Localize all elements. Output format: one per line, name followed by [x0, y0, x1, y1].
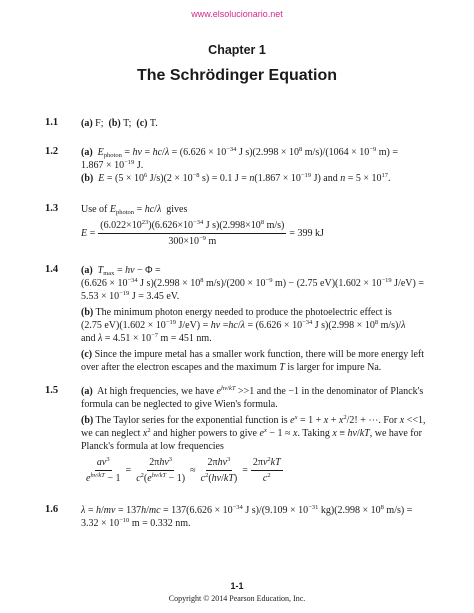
answer-line: Planck's formula at low frequencies: [81, 441, 224, 452]
problem-1-6: [81, 504, 451, 530]
answer-line: Use of $E_{photon} = hc/\lambda$ gives: [81, 204, 188, 216]
problem-1-4: [81, 264, 451, 374]
problem-1-3: [81, 203, 451, 248]
problem-1-1: [81, 117, 451, 130]
answer-line: (a) At high frequencies, we have $e^{h\nu/kT} >>1$ and the −1 in the denominator of Planck's: [81, 385, 424, 397]
chapter-title: The Schrödinger Equation: [136, 67, 337, 84]
problem-number: 1.2: [45, 146, 59, 157]
answer-line: we can neglect $x^2$ and higher powers to give $e^x - 1 \approx x$. Taking x ≡ hν/kT, we have for: [81, 427, 422, 439]
page-number: 1-1: [230, 581, 244, 591]
equation-energy: E = $\frac{(6.022\times 10^{23})(6.626\times 10^{-34} J s)(2.998\times 10^8 m/s)}{300\times 10^{-9} m}$ = 399 kJ: [81, 219, 324, 247]
answer-line: over after the electron escapes and the maximum T is larger for impure Na.: [81, 362, 382, 373]
answer-line: (b) The minimum photon energy needed to produce the photoelectric effect is: [81, 307, 392, 318]
problem-number: 1.3: [45, 203, 59, 214]
answer-line: and $\lambda = 4.51 \times 10^{-7}$ m = 451 nm.: [81, 332, 212, 344]
answer-line: (a) $T_{max} = h\nu - \Phi$ =: [81, 265, 161, 277]
answer-line: (a) $E_{photon} = h\nu = hc/\lambda = (6.626 \times 10^{-34}$ J $s)(2.998 \times 10^8$ $m/s)/(1064 \times 10^{-9}$ m) =: [81, 146, 398, 159]
answer-line: $5.53 \times 10^{-19}$ J = 3.45 eV.: [81, 290, 180, 302]
problem-1-2: [81, 146, 451, 185]
equation-planck: $\frac{a\nu^3}{e^{h\nu/kT} - 1}$ = $\frac{2\pi h\nu^3}{c^2(e^{h\nu/kT} - 1)}$ ≈ $\frac{2\pi h\nu^3}{c^2(h\nu/kT)}$ = $\frac{2\pi\nu^2kT}{c^2}$: [86, 456, 281, 484]
answer-line: (b) The Taylor series for the exponential function is $e^x = 1 + x + x^2/2$! + ⋯. For x <<1,: [81, 414, 426, 426]
copyright-notice: Copyright © 2014 Pearson Education, Inc.: [168, 594, 306, 603]
answer-line: $3.32 \times 10^{-10}$ m = 0.332 nm.: [81, 517, 191, 529]
chapter-label: Chapter 1: [208, 43, 266, 57]
problem-number: 1.1: [45, 117, 59, 128]
answer-line: (c) Since the impure metal has a smaller work function, there will be more energy left: [81, 349, 425, 360]
answer-line: (2.75 $eV)(1.602 \times 10^{-19}$ $J/eV) = h\nu =hc/\lambda = (6.626 \times 10^{-34}$ J $s)(2.998 \times 10^8$ m/s)/λ: [81, 319, 406, 331]
answer-line: (b) $E = (5 \times 10^6$ $J/s)(2 \times 10^{-8}$ s) = 0.1 $J = n(1.867 \times 10^{-19}$ J) and $n = 5 \times 10^{17}$.: [81, 172, 391, 184]
answer-line: $\lambda = h/mv = 137h/mc = 137(6.626 \times 10^{-34}$ J $s)/(9.109 \times 10^{-31}$ $kg)(2.998 \times 10^8$ m/s) =: [81, 504, 413, 516]
problem-1-5: [81, 385, 451, 485]
answer-line: $1.867 \times 10^{-19}$ J.: [81, 159, 144, 171]
problem-number: 1.6: [45, 504, 59, 515]
problem-number: 1.5: [45, 385, 59, 396]
answer-line: ($6.626 \times 10^{-34}$ J $s)(2.998 \times 10^8$ $m/s)/(200 \times 10^{-9}$ m) − (2.75 $eV)(1.602 \times 10^{-19}$ J/eV) =: [81, 277, 424, 289]
answer-line: formula can be neglected to give Wien's formula.: [81, 399, 278, 410]
site-watermark: www.elsolucionario.net: [191, 9, 283, 19]
problem-number: 1.4: [45, 264, 59, 275]
answer-line: (a) F; (b) T; (c) T.: [81, 118, 158, 129]
